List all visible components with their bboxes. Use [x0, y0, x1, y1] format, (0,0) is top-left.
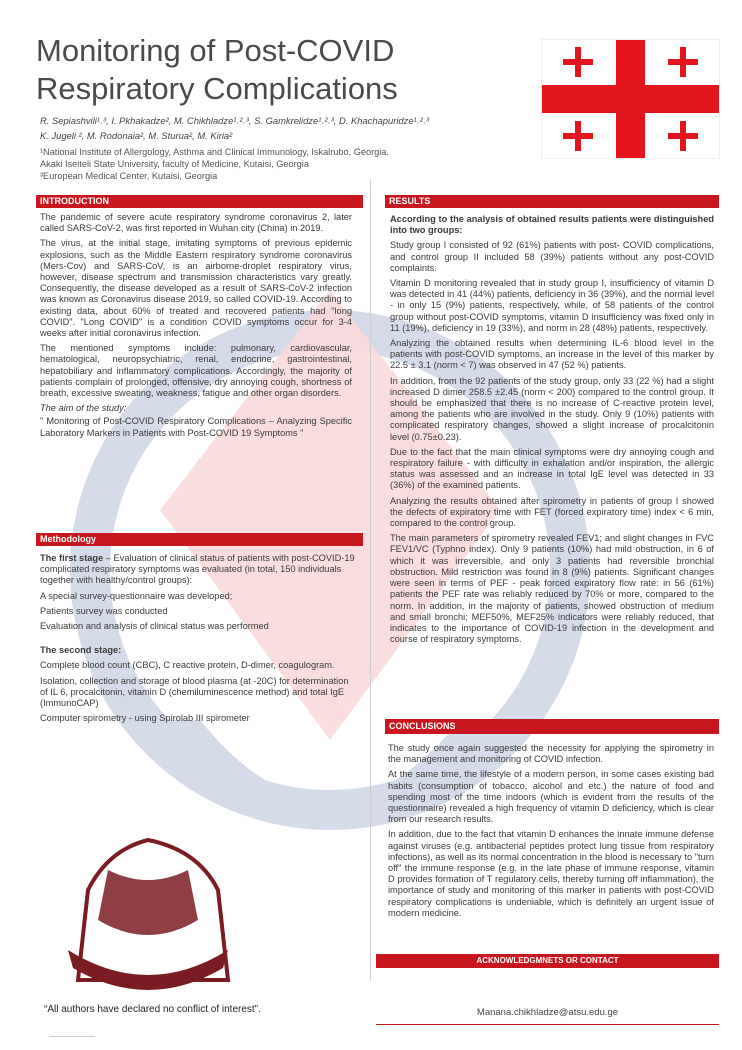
methodology-heading: Methodology	[36, 533, 363, 546]
affiliation: ¹National Institute of Allergology, Asthma and Clinical Immunology, Iskalrubo, Georgia.	[40, 147, 389, 157]
first-stage-text: – Evaluation of clinical status of patients with post-COVID-19 complicated respiratory symptoms was evaluated (in total, 150 individuals together with healthy/control groups):	[40, 553, 355, 586]
conclusions-paragraph: At the same time, the lifestyle of a modern person, in some cases existing bad habits (consumption of tobacco, alcohol and etc.) the nature of food and spending most of the time indoors (which is evident from the results of the questionnaire) revealed a high frequency of vitamin D deficiency, which is clear from our research results.	[388, 769, 714, 825]
results-paragraph: In addition, from the 92 patients of the study group, only 33 (22 %) had a slight increased D dimer 258.5 ±2.45 (norm < 200) compared to the control group. It should be emphasized that there is no increase of C-reactive protein level, among the patients who are involved in the study. Only 9 (10%) patients with complicated respiratory changes, showed a slight increase of procalcitonin level (0.75±0.23).	[390, 375, 714, 442]
column-divider	[370, 180, 371, 980]
footer-rule	[50, 1036, 95, 1037]
method-item: Patients survey was conducted	[40, 605, 168, 616]
conflict-statement: “All authors have declared no conflict of interest”.	[44, 1004, 261, 1015]
method-item: Complete blood count (CBC), C reactive protein, D-dimer, coagulogram.	[40, 660, 335, 671]
conclusions-paragraph: In addition, due to the fact that vitamin D enhances the innate immune defense against viruses (e.g. antibacterial peptides protect lung tissue from respiratory infections), as well as its normal concentration in the blood is necessary to "turn off" the immune response (e.g. in the late phase of immune response, vitamin D provides formation of T regulatory cells, thereby turning off inflammation), the importance of study and monitoring of this marker in patients with post-COVID respiratory complications is undeniable, which is definitely an urgent issue of modern medicine.	[388, 829, 714, 918]
georgian-flag	[541, 39, 720, 159]
results-section	[390, 214, 714, 649]
introduction-heading: INTRODUCTION	[36, 195, 363, 208]
intro-paragraph: The mentioned symptoms include: pulmonary, cardiovascular, hematological, neuropsychiatric, renal, endocrine, gastrointestinal, hepatobiliary and inflammatory complications. Accordingly, the majority of patients complain of prolonged, offensive, dry annoying cough, shortness of breath, excessive sweating, weakness, fatigue and other organ disorders.	[40, 343, 352, 399]
university-seal-icon	[48, 830, 248, 990]
method-item: Computer spirometry - using Spirolab III spirometer	[40, 713, 250, 724]
affiliation: Akaki Iseiteli State University, faculty of Medicine, Kutaisi, Georgia	[40, 159, 309, 169]
aim-label: The aim of the study:	[40, 403, 127, 414]
flag-icon	[542, 40, 719, 158]
affiliations	[40, 146, 500, 182]
intro-paragraph: The virus, at the initial stage, imitating symptoms of previous epidemic explosions, such as the Middle Eastern respiratory syndrome coronavirus (Mers-Cov) and SARS-CoV, is an airborne-droplet respiratory virus, however, disease spectrum and transmission characteristics vary greatly. Consequently, the disease developed as a result of SARS-CoV-2 infection was known as Coronavirus disease 2019, so called COVID-19. According to existing data, about 60% of treated and recovered patients had "long COVID". "Long COVID" is a condition COVID symptoms occur for 3-4 weeks after initial coronavirus infection.	[40, 238, 352, 339]
method-item: Evaluation and analysis of clinical status was performed	[40, 621, 269, 632]
method-item: A special survey-questionnaire was developed;	[40, 590, 233, 601]
introduction-section	[40, 212, 352, 443]
authors-line-2: K. Jugeli ², M. Rodonaia², M. Sturua², M. Kiria²	[40, 130, 233, 141]
acknowledgments-heading: ACKNOWLEDGMNETS OR CONTACT	[376, 954, 719, 968]
results-paragraph: The main parameters of spirometry revealed FEV1; and slight changes in FVC FEV1/VC (Typhno index). Only 9 patients (10%) had mild obstruction, in 6 of which it was irreversible, and only 3 patients had reversible bronchial obstruction. Mild restriction was found in 8 (9%) patients. Significant changes were seen in terms of PEF - peak forced expiratory flow rate: in 56 (61%) patients the PEF rate was reliably reduced by 70% or more, compared to the norm. In addition, in the majority of patients, showed obstruction of medium and small bronchi; MEF50%, MEF25% indicators were reliably reduced, that indicates to the importance of COVID-19 infection in the development and course of respiratory symptoms.	[390, 533, 714, 645]
conclusions-section	[388, 743, 714, 923]
results-heading: RESULTS	[385, 195, 719, 208]
affiliation: ³European Medical Center, Kutaisi, Georgia	[40, 171, 218, 181]
results-paragraph: Analyzing the results obtained after spirometry in patients of group I showed the defects of expiratory time with FET (forced expiratory time) index < 6 min, compared to the control group.	[390, 495, 714, 529]
results-paragraph: Study group I consisted of 92 (61%) patients with post- COVID complications, and control group II included 58 (39%) patients without any post-COVID complaints.	[390, 240, 714, 273]
conclusions-heading: CONCLUSIONS	[385, 719, 719, 734]
results-paragraph: Due to the fact that the main clinical symptoms were dry annoying cough and respiratory failure - with difficulty in exhalation and/or inspiration, the allergic status was assessed and an increase in total IgE level was detected in 33 (36%) of the examined patients.	[390, 446, 714, 491]
method-item: Isolation, collection and storage of blood plasma (at -20C) for determination of IL 6, procalcitonin, vitamin D (chemiluminescence method) and total IgE (ImmunoCAP)	[40, 675, 349, 709]
author-list	[40, 113, 500, 143]
results-paragraph: Vitamin D monitoring revealed that in study group I, insufficiency of vitamin D was detected in 41 (44%) patients, deficiency in 36 (39%), and the normal level - in only 15 (9%) patients, respectively, while, of 58 patients of the control group without post-COVID symptoms, vitamin D insufficiency was fixed only in 11 (19%), deficiency in 19 (33%), and norm in 28 (48%) patients, respectively.	[390, 278, 714, 333]
conclusions-paragraph: The study once again suggested the necessity for applying the spirometry in the management and monitoring of COVID infection.	[388, 743, 714, 765]
aim-text: " Monitoring of Post-COVID Respiratory Complications – Analyzing Specific Laboratory Markers in Patients with Post-COVID 19 Symptoms "	[40, 416, 352, 438]
results-paragraph: Analyzing the obtained results when determining IL-6 blood level in the patients with post-COVID symptoms, an increase in the level of this marker by 22.5 ± 3.1 (norm < 7) was observed in 47 (52 %) patients.	[390, 338, 714, 371]
first-stage-label: The first stage	[40, 553, 104, 563]
intro-paragraph: The pandemic of severe acute respiratory syndrome coronavirus 2, later called SARS-CoV-2, was first reported in Wuhan city (China) in 2019.	[40, 212, 352, 234]
poster-title: Monitoring of Post-COVID Respiratory Complications	[36, 33, 398, 106]
contact-email[interactable]: Manana.chikhladze@atsu.edu.ge	[476, 1007, 619, 1018]
second-stage-label: The second stage:	[40, 645, 122, 656]
results-lead: According to the analysis of obtained results patients were distinguished into two groups:	[390, 214, 714, 236]
footer-rule	[376, 1024, 719, 1025]
methodology-section	[40, 553, 358, 728]
authors-line-1: R. Sepiashvili¹˒³, I. Pkhakadze², M. Chikhladze¹˒²˒³, S. Gamkrelidze¹˒²˒³, D. Khachapuridze¹˒²˒³	[40, 115, 430, 126]
